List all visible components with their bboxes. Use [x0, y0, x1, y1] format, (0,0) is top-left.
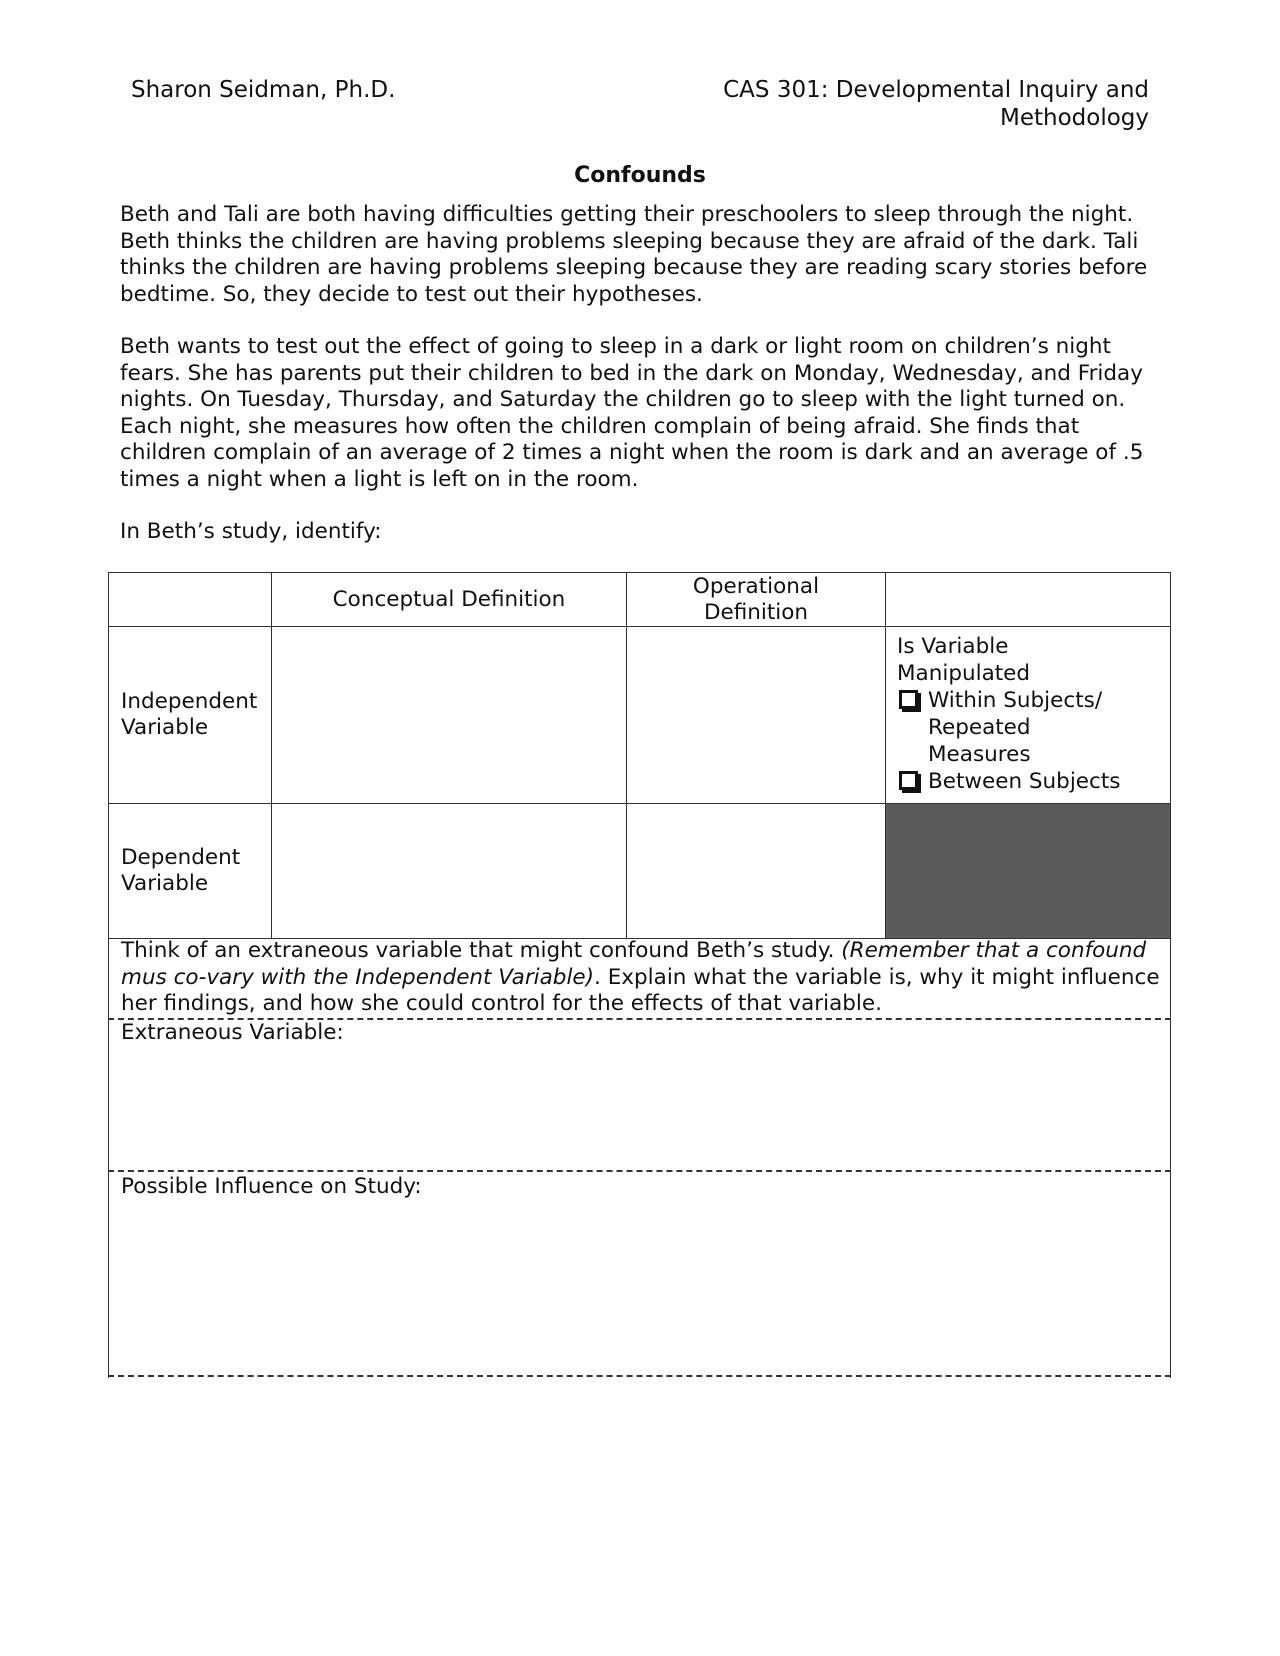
intro-paragraph: Beth and Tali are both having difficulties getting their preschoolers to sleep through the night. Beth thinks the children are having problems sleeping because they are afraid of the dark. Tali thinks the children are having problems sleeping because they are reading scary stories before bedtime. So, they decide to test out their hypotheses. — [120, 202, 1148, 307]
dv-conceptual-definition-input[interactable] — [271, 803, 627, 939]
between-subjects-option[interactable] — [897, 768, 1170, 795]
checkbox-icon[interactable] — [899, 771, 918, 790]
study-description-paragraph: Beth wants to test out the effect of going to sleep in a dark or light room on children’s night fears. She has parents put their children to bed in the dark on Monday, Wednesday, and Friday nights. On Tuesday, Thursday, and Saturday the children go to sleep with the light turned on. Each night, she measures how often the children complain of being afraid. She finds that children complain of an average of 2 times a night when the room is dark and an average of .5 times a night when a light is left on in the room. — [120, 334, 1144, 492]
dv-operational-definition-input[interactable] — [626, 803, 886, 939]
extraneous-variable-label: Extraneous Variable: — [121, 1020, 344, 1045]
dashed-divider — [108, 1375, 1171, 1377]
confound-section — [108, 938, 1171, 1378]
row-label-independent-variable: Independent Variable — [108, 626, 272, 804]
row-label-dependent-variable: Dependent Variable — [108, 803, 272, 939]
iv-operational-definition-input[interactable] — [626, 626, 886, 804]
confound-prompt-start: Think of an extraneous variable that might confound Beth’s study. — [121, 938, 842, 963]
variables-table — [108, 572, 1171, 939]
shaded-cell — [885, 803, 1171, 939]
dashed-divider — [108, 1170, 1171, 1172]
possible-influence-label: Possible Influence on Study: — [121, 1174, 422, 1199]
header-conceptual-definition: Conceptual Definition — [271, 572, 627, 627]
confound-prompt-end: . Explain what the variable is, why it might influence her findings, and how she could control for the effects of that variable. — [121, 964, 1160, 1017]
within-subjects-label: Within Subjects/ Repeated Measures — [928, 688, 1103, 767]
identify-prompt: In Beth’s study, identify: — [120, 519, 382, 544]
course-title — [589, 76, 1149, 132]
iv-conceptual-definition-input[interactable] — [271, 626, 627, 804]
confound-prompt-note: (Remember that a confound mus co-vary with the Independent Variable) — [121, 938, 1147, 990]
possible-influence-answer-area[interactable] — [109, 1200, 1170, 1370]
page-title: Confounds — [574, 163, 706, 188]
between-subjects-label: Between Subjects — [928, 769, 1121, 794]
author-name: Sharon Seidman, Ph.D. — [131, 77, 396, 103]
table-corner-cell — [108, 572, 272, 627]
checkbox-icon[interactable] — [899, 690, 918, 709]
manipulation-question: Is Variable Manipulated — [897, 634, 1031, 686]
header-blank-cell — [885, 572, 1171, 627]
confound-prompt — [121, 938, 1166, 1018]
within-subjects-option[interactable] — [897, 687, 1170, 768]
course-title-line1: CAS 301: Developmental Inquiry and — [723, 77, 1149, 103]
manipulation-type-cell — [885, 626, 1171, 804]
course-title-line2: Methodology — [999, 105, 1149, 131]
extraneous-variable-answer-area[interactable] — [109, 1046, 1170, 1166]
header-operational-definition: Operational Definition — [626, 572, 886, 627]
